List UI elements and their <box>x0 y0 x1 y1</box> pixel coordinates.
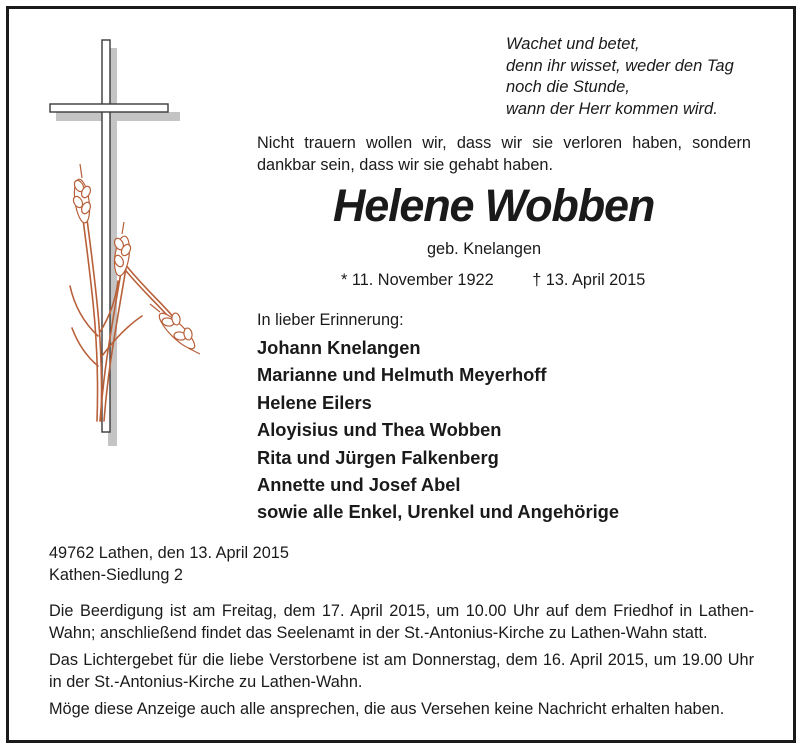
place-date: 49762 Lathen, den 13. April 2015 <box>49 544 289 562</box>
funeral-notice: Die Beerdigung ist am Freitag, dem 17. April 2015, um 10.00 Uhr auf dem Friedhof in Lathen-Wahn; anschließend findet das Seelenamt in der St.-Antonius-Kirche zu Lathen-Wahn statt. <box>49 602 754 642</box>
address-block <box>49 543 289 586</box>
memorial-quote: Nicht trauern wollen wir, dass wir sie verloren haben, sondern dankbar sein, dass wir sie gehabt haben. <box>257 134 751 174</box>
verse-line: denn ihr wisset, weder den Tag <box>506 56 734 75</box>
verse-line: wann der Herr kommen wird. <box>506 99 718 118</box>
mourner-item: Helene Eilers <box>257 391 372 413</box>
memory-intro: In lieber Erinnerung: <box>257 311 404 329</box>
mourner-item: Annette und Josef Abel <box>257 473 461 495</box>
verse-line: Wachet und betet, <box>506 35 640 53</box>
death-date: † 13. April 2015 <box>532 271 646 289</box>
cross-wheat-icon <box>42 36 212 446</box>
mourner-item: Aloyisius und Thea Wobben <box>257 419 502 441</box>
street: Kathen-Siedlung 2 <box>49 565 183 584</box>
mourner-item: Marianne und Helmuth Meyerhoff <box>257 364 547 386</box>
deceased-name: Helene Wobben <box>333 180 655 231</box>
birth-date: * 11. November 1922 <box>341 271 494 289</box>
verse-line: noch die Stunde, <box>506 78 630 96</box>
mourner-item: Johann Knelangen <box>257 337 421 358</box>
mourner-item: sowie alle Enkel, Urenkel und Angehörige <box>257 501 619 523</box>
mourner-item: Rita und Jürgen Falkenberg <box>257 446 499 468</box>
apology-notice: Möge diese Anzeige auch alle ansprechen, die aus Versehen keine Nachricht erhalten haben. <box>49 700 725 718</box>
life-dates <box>341 271 645 290</box>
birth-name: geb. Knelangen <box>427 240 542 258</box>
notices <box>49 601 754 727</box>
mourners-list <box>257 334 619 526</box>
bible-verse <box>506 34 734 120</box>
wheat-ear-icon <box>72 164 200 354</box>
prayer-notice: Das Lichtergebet für die liebe Verstorbene ist am Donnerstag, dem 16. April 2015, um 19.00 Uhr in der St.-Antonius-Kirche zu Lathen-Wahn. <box>49 651 754 691</box>
